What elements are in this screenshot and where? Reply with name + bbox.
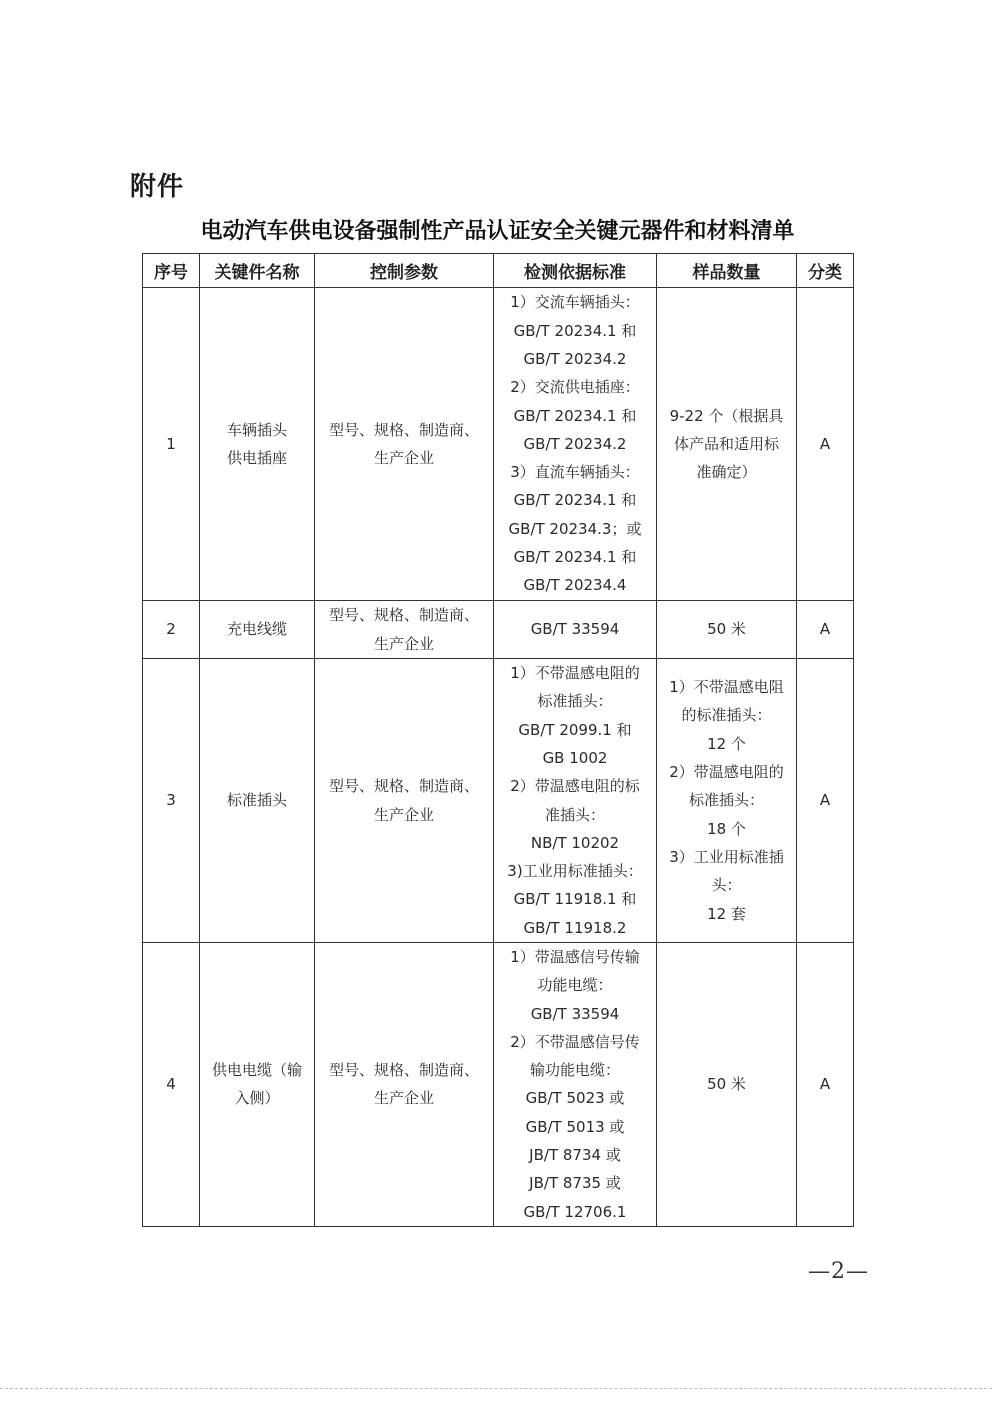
text-line: 2）不带温感信号传	[510, 1032, 640, 1051]
text-line: GB/T 2099.1 和	[518, 720, 632, 739]
cell-standards	[494, 601, 657, 659]
text-line: 50 米	[707, 620, 746, 639]
cell-quantity	[657, 659, 797, 943]
text-line: 准确定）	[696, 463, 757, 482]
text-line: 生产企业	[373, 1089, 434, 1108]
cell-category: A	[797, 601, 854, 659]
text-line: GB/T 20234.2	[523, 349, 627, 368]
text-line: 型号、规格、制造商、	[328, 606, 479, 625]
components-table	[142, 253, 854, 1227]
text-line: 12 套	[707, 904, 746, 923]
text-line: GB/T 20234.4	[523, 576, 627, 595]
text-line: 生产企业	[373, 449, 434, 467]
text-line: GB/T 20234.1 和	[513, 321, 637, 340]
text-line: 3)工业用标准插头：	[507, 862, 643, 881]
table-row	[143, 659, 854, 943]
cell-name	[200, 601, 315, 659]
text-line: GB/T 12706.1	[523, 1202, 627, 1221]
header-standards: 检测依据标准	[494, 254, 657, 288]
text-line: 1）不带温感电阻的	[510, 664, 640, 683]
text-line: GB/T 20234.1 和	[513, 491, 637, 510]
cell-category: A	[797, 943, 854, 1227]
cell-category: A	[797, 288, 854, 601]
cell-params	[315, 943, 494, 1227]
cell-name	[200, 288, 315, 601]
cell-quantity	[657, 601, 797, 659]
text-line: 充电线缆	[226, 620, 287, 639]
header-name: 关键件名称	[200, 254, 315, 288]
text-line: 型号、规格、制造商、	[328, 777, 479, 796]
text-line: 头：	[711, 876, 742, 895]
cell-standards	[494, 288, 657, 601]
document-title: 电动汽车供电设备强制性产品认证安全关键元器件和材料清单	[200, 218, 795, 244]
text-line: GB/T 33594	[530, 1004, 620, 1023]
cell-no: 3	[143, 659, 200, 943]
page-edge-rule	[0, 1388, 992, 1389]
cell-quantity	[657, 943, 797, 1227]
text-line: GB/T 20234.1 和	[513, 548, 637, 567]
text-line: GB/T 20234.1 和	[513, 406, 637, 425]
text-line: 标准插头：	[688, 791, 764, 810]
table-row	[143, 943, 854, 1227]
attachment-label: 附件	[130, 172, 185, 202]
text-line: 生产企业	[373, 634, 434, 653]
text-line: 标准插头	[226, 791, 287, 810]
cell-no: 1	[143, 288, 200, 601]
text-line: 生产企业	[373, 805, 434, 824]
text-line: 型号、规格、制造商、	[328, 1061, 479, 1080]
text-line: 50 米	[707, 1075, 746, 1094]
text-line: GB/T 5013 或	[525, 1117, 625, 1136]
text-line: 9-22 个（根据具	[669, 406, 784, 425]
text-line: GB/T 20234.3；或	[508, 519, 642, 538]
text-line: 3）工业用标准插	[669, 847, 784, 866]
text-line: 3）直流车辆插头：	[510, 463, 640, 482]
table-row	[143, 288, 854, 601]
text-line: 2）交流供电插座：	[510, 378, 640, 397]
text-line: 12 个	[707, 734, 746, 753]
cell-no: 2	[143, 601, 200, 659]
cell-standards	[494, 943, 657, 1227]
page-number: —2—	[808, 1259, 869, 1284]
text-line: JB/T 8734 或	[529, 1146, 621, 1165]
text-line: 入侧）	[234, 1089, 280, 1108]
cell-name	[200, 659, 315, 943]
header-category: 分类	[797, 254, 854, 288]
cell-params	[315, 288, 494, 601]
text-line: GB/T 11918.2	[523, 918, 627, 937]
text-line: JB/T 8735 或	[529, 1174, 621, 1193]
text-line: GB/T 33594	[530, 620, 620, 639]
header-params: 控制参数	[315, 254, 494, 288]
text-line: 功能电缆：	[537, 976, 613, 995]
text-line: 18 个	[707, 819, 746, 838]
text-line: 1）带温感信号传输	[510, 948, 640, 966]
text-line: 型号、规格、制造商、	[328, 420, 479, 439]
text-line: 输功能电缆：	[529, 1061, 620, 1080]
text-line: 1）不带温感电阻	[669, 678, 784, 697]
text-line: GB/T 5023 或	[525, 1089, 625, 1108]
cell-params	[315, 601, 494, 659]
text-line: 车辆插头	[226, 420, 287, 439]
text-line: GB 1002	[542, 748, 608, 767]
text-line: NB/T 10202	[530, 833, 620, 852]
table-header-row	[143, 254, 854, 288]
cell-name	[200, 943, 315, 1227]
text-line: GB/T 11918.1 和	[513, 890, 637, 909]
table-row	[143, 601, 854, 659]
text-line: 标准插头：	[537, 692, 613, 711]
text-line: 供电插座	[226, 449, 287, 467]
text-line: 的标准插头：	[681, 706, 772, 725]
cell-params	[315, 659, 494, 943]
text-line: 2）带温感电阻的	[669, 763, 784, 782]
cell-quantity	[657, 288, 797, 601]
cell-standards	[494, 659, 657, 943]
text-line: GB/T 20234.2	[523, 434, 627, 453]
text-line: 供电电缆（输	[211, 1061, 302, 1080]
cell-no: 4	[143, 943, 200, 1227]
cell-category: A	[797, 659, 854, 943]
text-line: 1）交流车辆插头：	[510, 293, 640, 312]
text-line: 准插头：	[544, 805, 605, 824]
header-no: 序号	[143, 254, 200, 288]
text-line: 2）带温感电阻的标	[510, 777, 640, 796]
header-quantity: 样品数量	[657, 254, 797, 288]
text-line: 体产品和适用标	[673, 434, 779, 453]
